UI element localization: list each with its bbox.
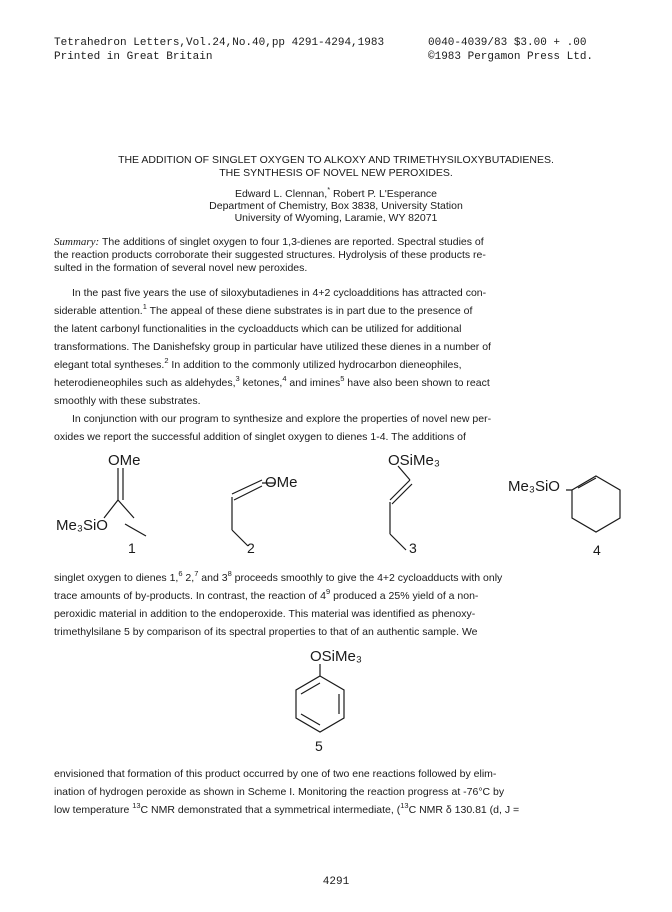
p1-line-5: elegant total syntheses.$^2$ In addition to the commonly utilized hydrocarbon dieneophiles,	[54, 356, 462, 371]
summary-line-3: sulted in the formation of several novel new peroxides.	[54, 262, 308, 274]
ref-1: 1	[142, 302, 147, 311]
p1-line-6: heterodieneophiles such as aldehydes,$^3$ ketones,$^4$ and imines$^5$ have also been shown to react	[54, 374, 490, 389]
structure-4-ring	[572, 476, 620, 532]
ref-2: 2	[164, 356, 169, 365]
structure-2-number: 2	[247, 540, 255, 556]
summary-label: Summary:	[54, 236, 100, 248]
p3-line-3: peroxidic material in addition to the endoperoxide. This material was identified as phenoxy-	[54, 608, 476, 620]
p3-line-2: trace amounts of by-products. In contrast, the reaction of $4^9$ produced a 25% yield of a non-	[54, 587, 479, 602]
structure-3-number: 3	[409, 540, 417, 556]
p4-line-2: ination of hydrogen peroxide as shown in Scheme I. Monitoring the reaction progress at -76°C by	[54, 786, 505, 798]
structure-3-bonds	[390, 466, 412, 550]
summary-line-2: the reaction products corroborate their suggested structures. Hydrolysis of these products re-	[54, 249, 486, 261]
article-title: THE ADDITION OF SINGLET OXYGEN TO ALKOXY AND TRIMETHYSILOXYBUTADIENES.	[118, 154, 554, 166]
summary-line-1: Summary: The additions of singlet oxygen to four 1,3-dienes are reported. Spectral studies of	[54, 236, 484, 248]
article-subtitle: THE SYNTHESIS OF NOVEL NEW PEROXIDES.	[219, 167, 453, 179]
structure-3-top-label: OSiMe₃	[388, 452, 440, 469]
p1-line-2: siderable attention.$^1$ The appeal of these diene substrates is in part due to the presence of	[54, 302, 473, 317]
copyright-line: ©1983 Pergamon Press Ltd.	[428, 51, 594, 63]
price-code: 0040-4039/83 $3.00 + .00	[428, 37, 587, 49]
author-university: University of Wyoming, Laramie, WY 82071	[234, 212, 438, 224]
p3-line-4: trimethylsilane 5 by comparison of its spectral properties to that of an authentic sample. We	[54, 626, 478, 638]
p3-line-1: singlet oxygen to dienes 1,$^6$ 2,$^7$ and $3^8$ proceeds smoothly to give the 4+2 cycloadducts with only	[54, 569, 503, 584]
journal-citation: Tetrahedron Letters,Vol.24,No.40,pp 4291-4294,1983	[54, 37, 385, 49]
p1-line-7: smoothly with these substrates.	[54, 395, 201, 407]
p4-line-3: low temperature $^{13}$C NMR demonstrated that a symmetrical intermediate, ($^{13}$C NMR δ 130.81 (d, J =	[54, 801, 520, 816]
printed-location: Printed in Great Britain	[54, 51, 213, 63]
structure-1-bonds	[104, 468, 146, 536]
structure-2-label: OMe	[265, 474, 298, 491]
structure-1-left-label: Me₃SiO	[56, 517, 108, 534]
author-names: Edward L. Clennan,* Robert P. L'Esperance	[234, 185, 438, 200]
structure-5-number: 5	[315, 738, 323, 754]
structure-4-label: Me₃SiO	[508, 478, 560, 495]
p4-line-1: envisioned that formation of this product occurred by one of two ene reactions followed by elim-	[54, 768, 497, 780]
author-department: Department of Chemistry, Box 3838, University Station	[209, 200, 463, 212]
p1-line-1: In the past five years the use of siloxybutadienes in 4+2 cycloadditions has attracted con-	[72, 287, 487, 299]
page-number: 4291	[322, 876, 350, 888]
p1-line-4: transformations. The Danishefsky group in particular have utilized these dienes in a number of	[54, 341, 491, 353]
p1-line-3: the latent carbonyl functionalities in the cycloadducts which can be utilized for additional	[54, 323, 462, 335]
structure-4-number: 4	[593, 542, 601, 558]
structure-1-top-label: OMe	[108, 452, 141, 469]
structure-5-ring	[296, 676, 344, 732]
p2-line-1: In conjunction with our program to synthesize and explore the properties of novel new per-	[72, 413, 492, 425]
structure-5-top-label: OSiMe₃	[310, 648, 362, 665]
structure-1-number: 1	[128, 540, 136, 556]
p2-line-2: oxides we report the successful addition of singlet oxygen to dienes 1-4. The additions of	[54, 431, 466, 443]
